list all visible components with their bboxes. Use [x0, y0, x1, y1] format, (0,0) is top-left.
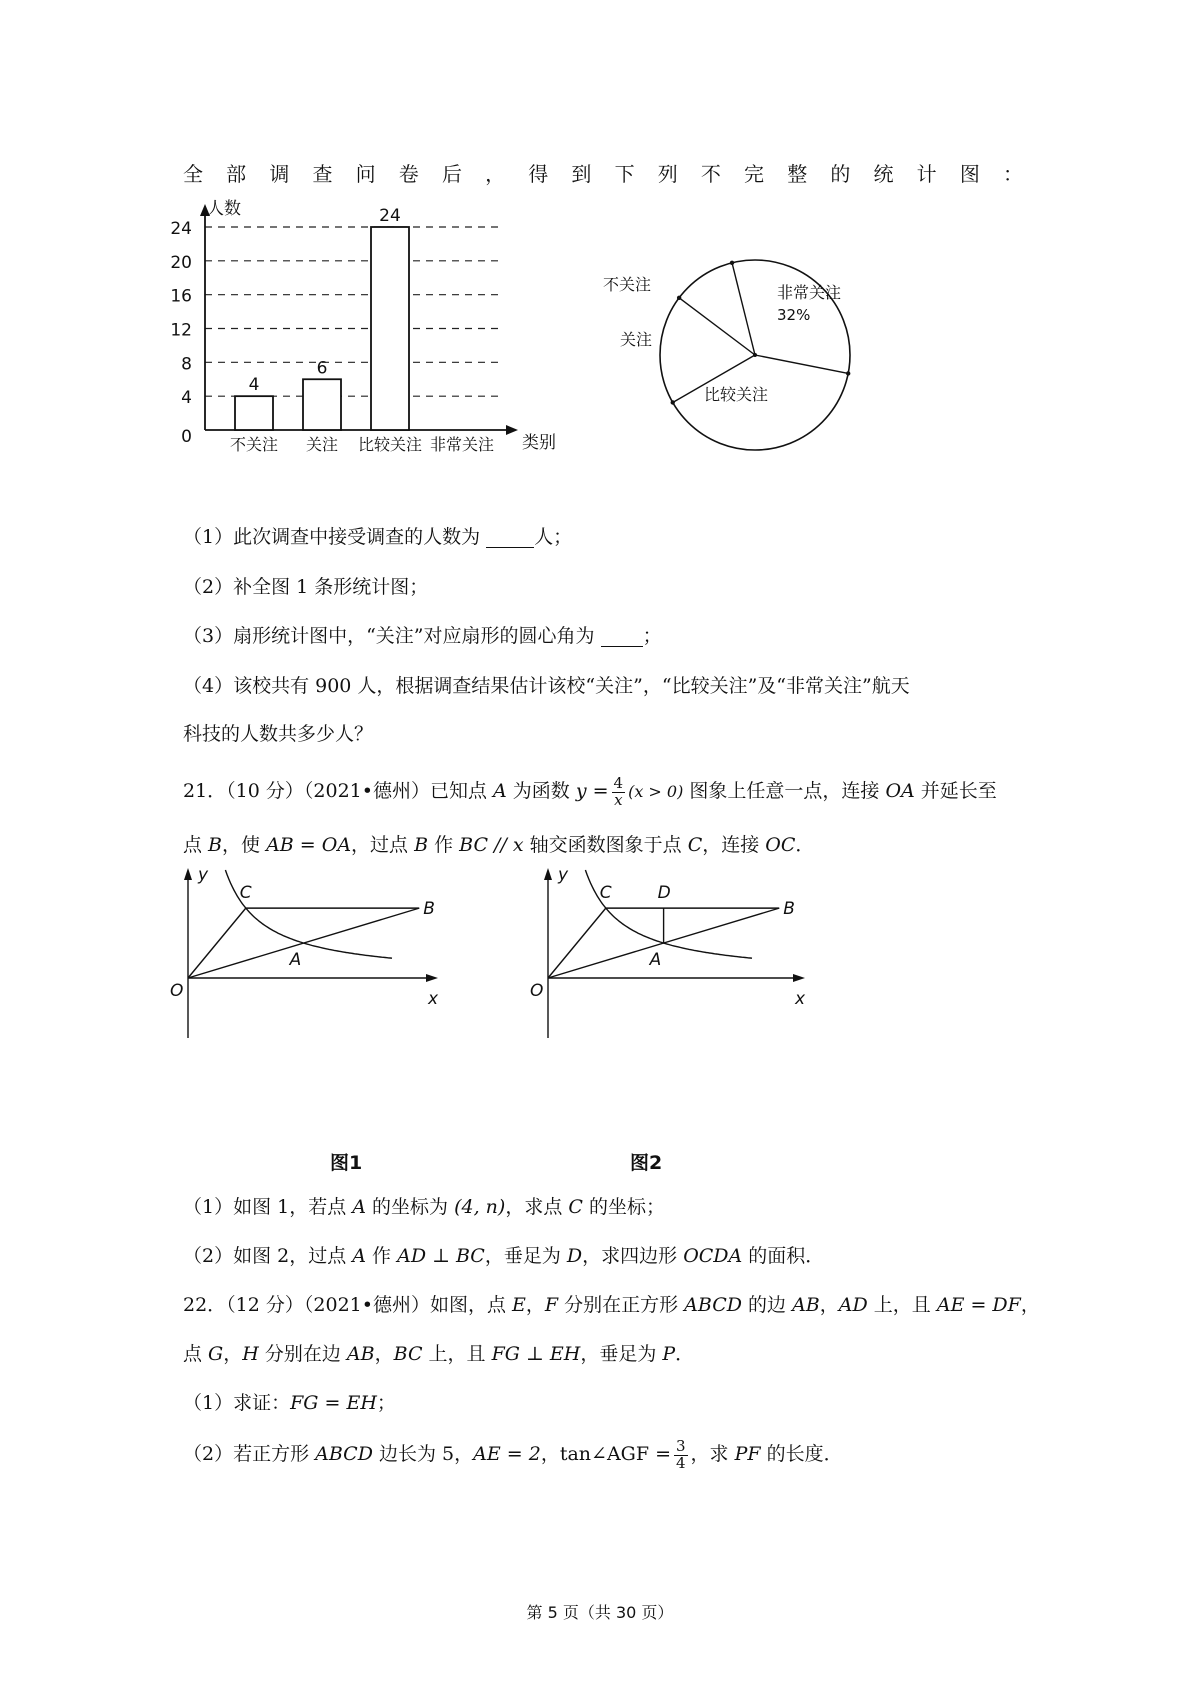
q21-line2: 点 B，使 AB = OA，过点 B 作 BC // x 轴交函数图象于点 C，连接 OC． [183, 834, 815, 856]
point-C-label: C [239, 883, 252, 904]
point-D-label: D [657, 883, 671, 904]
y-axis-arrow [184, 868, 192, 880]
y-tick-label: 20 [170, 252, 192, 273]
x-tick-label: 不关注 [229, 435, 279, 454]
intro-char: 计 [916, 162, 937, 186]
pie-slice-label: 非常关注 [777, 283, 842, 302]
bar [371, 227, 409, 430]
intro-char: 完 [744, 162, 765, 186]
page-footer: 第 5 页（共 30 页） [526, 1603, 674, 1622]
segment-OB [188, 908, 419, 978]
fraction: $\frac{3}{4}$ [676, 1436, 686, 1472]
bar [303, 379, 341, 430]
pie-percent-label: 32% [777, 306, 811, 324]
intro-char: 卷 [398, 162, 419, 186]
intro-char: 后 [441, 162, 462, 186]
answer-blank [601, 627, 643, 647]
figure-2 [530, 860, 860, 1140]
intro-char: 的 [830, 162, 851, 186]
x-tick-label: 关注 [305, 435, 339, 454]
x-axis-arrow [506, 425, 518, 435]
intro-char: 问 [355, 162, 376, 186]
intro-char: 全 [183, 162, 203, 186]
y-tick-label: 0 [181, 427, 192, 447]
intro-char: 图 [959, 162, 980, 186]
q20-part2: （2）补全图 1 条形统计图； [183, 576, 429, 598]
q22-part1: （1）求证：FG = EH； [183, 1392, 396, 1414]
x-axis-label: 类别 [522, 433, 556, 453]
intro-char: 下 [614, 162, 635, 186]
origin-label: O [530, 981, 544, 1001]
y-axis-label: y [558, 865, 569, 885]
bar-value-label: 24 [379, 206, 401, 226]
figure-2-caption: 图2 [630, 1152, 663, 1174]
q21-part1: （1）如图 1，若点 A 的坐标为 (4, n)，求点 C 的坐标； [183, 1196, 665, 1218]
q21-part2: （2）如图 2，过点 A 作 AD ⊥ BC，垂足为 D，求四边形 OCDA 的面积． [183, 1245, 825, 1267]
intro-char: 得 [528, 162, 549, 186]
intro-char: 查 [312, 162, 333, 186]
intro-char: 调 [269, 162, 290, 186]
pie-slice-label: 关注 [620, 330, 653, 349]
pie-center [753, 353, 757, 357]
segment-OC [188, 908, 246, 978]
q20-part4-line2: 科技的人数共多少人？ [183, 723, 374, 745]
intro-char: 列 [657, 162, 678, 186]
intro-char: 统 [873, 162, 894, 186]
pie-boundary-dot [730, 261, 734, 265]
point-C-label: C [599, 883, 612, 904]
q22-line2: 点 G，H 分别在边 AB，BC 上，且 FG ⊥ EH，垂足为 P． [183, 1343, 695, 1365]
point-A-label: A [649, 950, 662, 971]
x-tick-label: 比较关注 [357, 435, 423, 454]
pie-chart [603, 240, 870, 470]
point-A-label: A [289, 950, 302, 971]
y-tick-label: 4 [181, 388, 192, 409]
q22-part2: （2）若正方形 ABCD 边长为 5，AE = 2，tan∠AGF = $\frac{3}{4}$ ，求 PF 的长度． [183, 1436, 843, 1472]
y-axis-label: y [198, 865, 209, 885]
y-tick-label: 8 [181, 354, 192, 375]
intro-char: 到 [571, 162, 592, 186]
q20-part1: （1）此次调查中接受调查的人数为 人； [183, 526, 573, 548]
segment-OC [548, 908, 606, 978]
intro-char: 不 [700, 162, 721, 186]
x-axis-label: x [795, 989, 806, 1009]
pie-slice-label: 比较关注 [704, 385, 769, 404]
origin-label: O [170, 981, 184, 1001]
intro-line [183, 158, 1023, 187]
figure-1 [170, 860, 490, 1140]
pie-boundary-dot [671, 400, 675, 404]
figure-1-caption: 图1 [330, 1152, 363, 1174]
q20-part3: （3）扇形统计图中，“关注”对应扇形的圆心角为 ； [183, 625, 662, 647]
y-axis-label: 人数 [207, 199, 241, 219]
pie-boundary-dot [677, 296, 681, 300]
point-B-label: B [423, 899, 435, 920]
fraction: $\frac{4}{x}$ [613, 773, 624, 809]
y-tick-label: 12 [170, 320, 192, 341]
x-axis-arrow [793, 974, 805, 982]
y-tick-label: 16 [170, 286, 192, 307]
y-tick-label: 24 [170, 219, 192, 239]
pie-slice-label: 不关注 [603, 275, 652, 294]
intro-char: 部 [226, 162, 247, 186]
y-axis-arrow [544, 868, 552, 880]
intro-char: ： [1002, 162, 1023, 186]
intro-char: ， [485, 162, 506, 186]
answer-blank [486, 528, 534, 548]
pie-boundary-dot [846, 371, 850, 375]
bar-value-label: 6 [316, 358, 328, 379]
q20-part4-line1: （4）该校共有 900 人，根据调查结果估计该校“关注”，“比较关注”及“非常关注”航天 [183, 675, 910, 697]
bar [235, 396, 273, 430]
point-B-label: B [783, 899, 795, 920]
q21-heading: 21．（10 分）（2021•德州）已知点 A 为函数 y = $\frac{4}{x}$ (x > 0) 图象上任意一点，连接 OA 并延长至 [183, 773, 997, 809]
x-axis-arrow [426, 974, 438, 982]
bar-chart [170, 200, 580, 500]
x-axis-label: x [428, 989, 439, 1009]
x-tick-label: 非常关注 [429, 435, 495, 454]
intro-char: 整 [787, 162, 808, 186]
q22-heading: 22．（12 分）（2021•德州）如图，点 E，F 分别在正方形 ABCD 的边 AB，AD 上，且 AE = DF， [183, 1294, 1040, 1316]
bar-value-label: 4 [248, 375, 260, 396]
